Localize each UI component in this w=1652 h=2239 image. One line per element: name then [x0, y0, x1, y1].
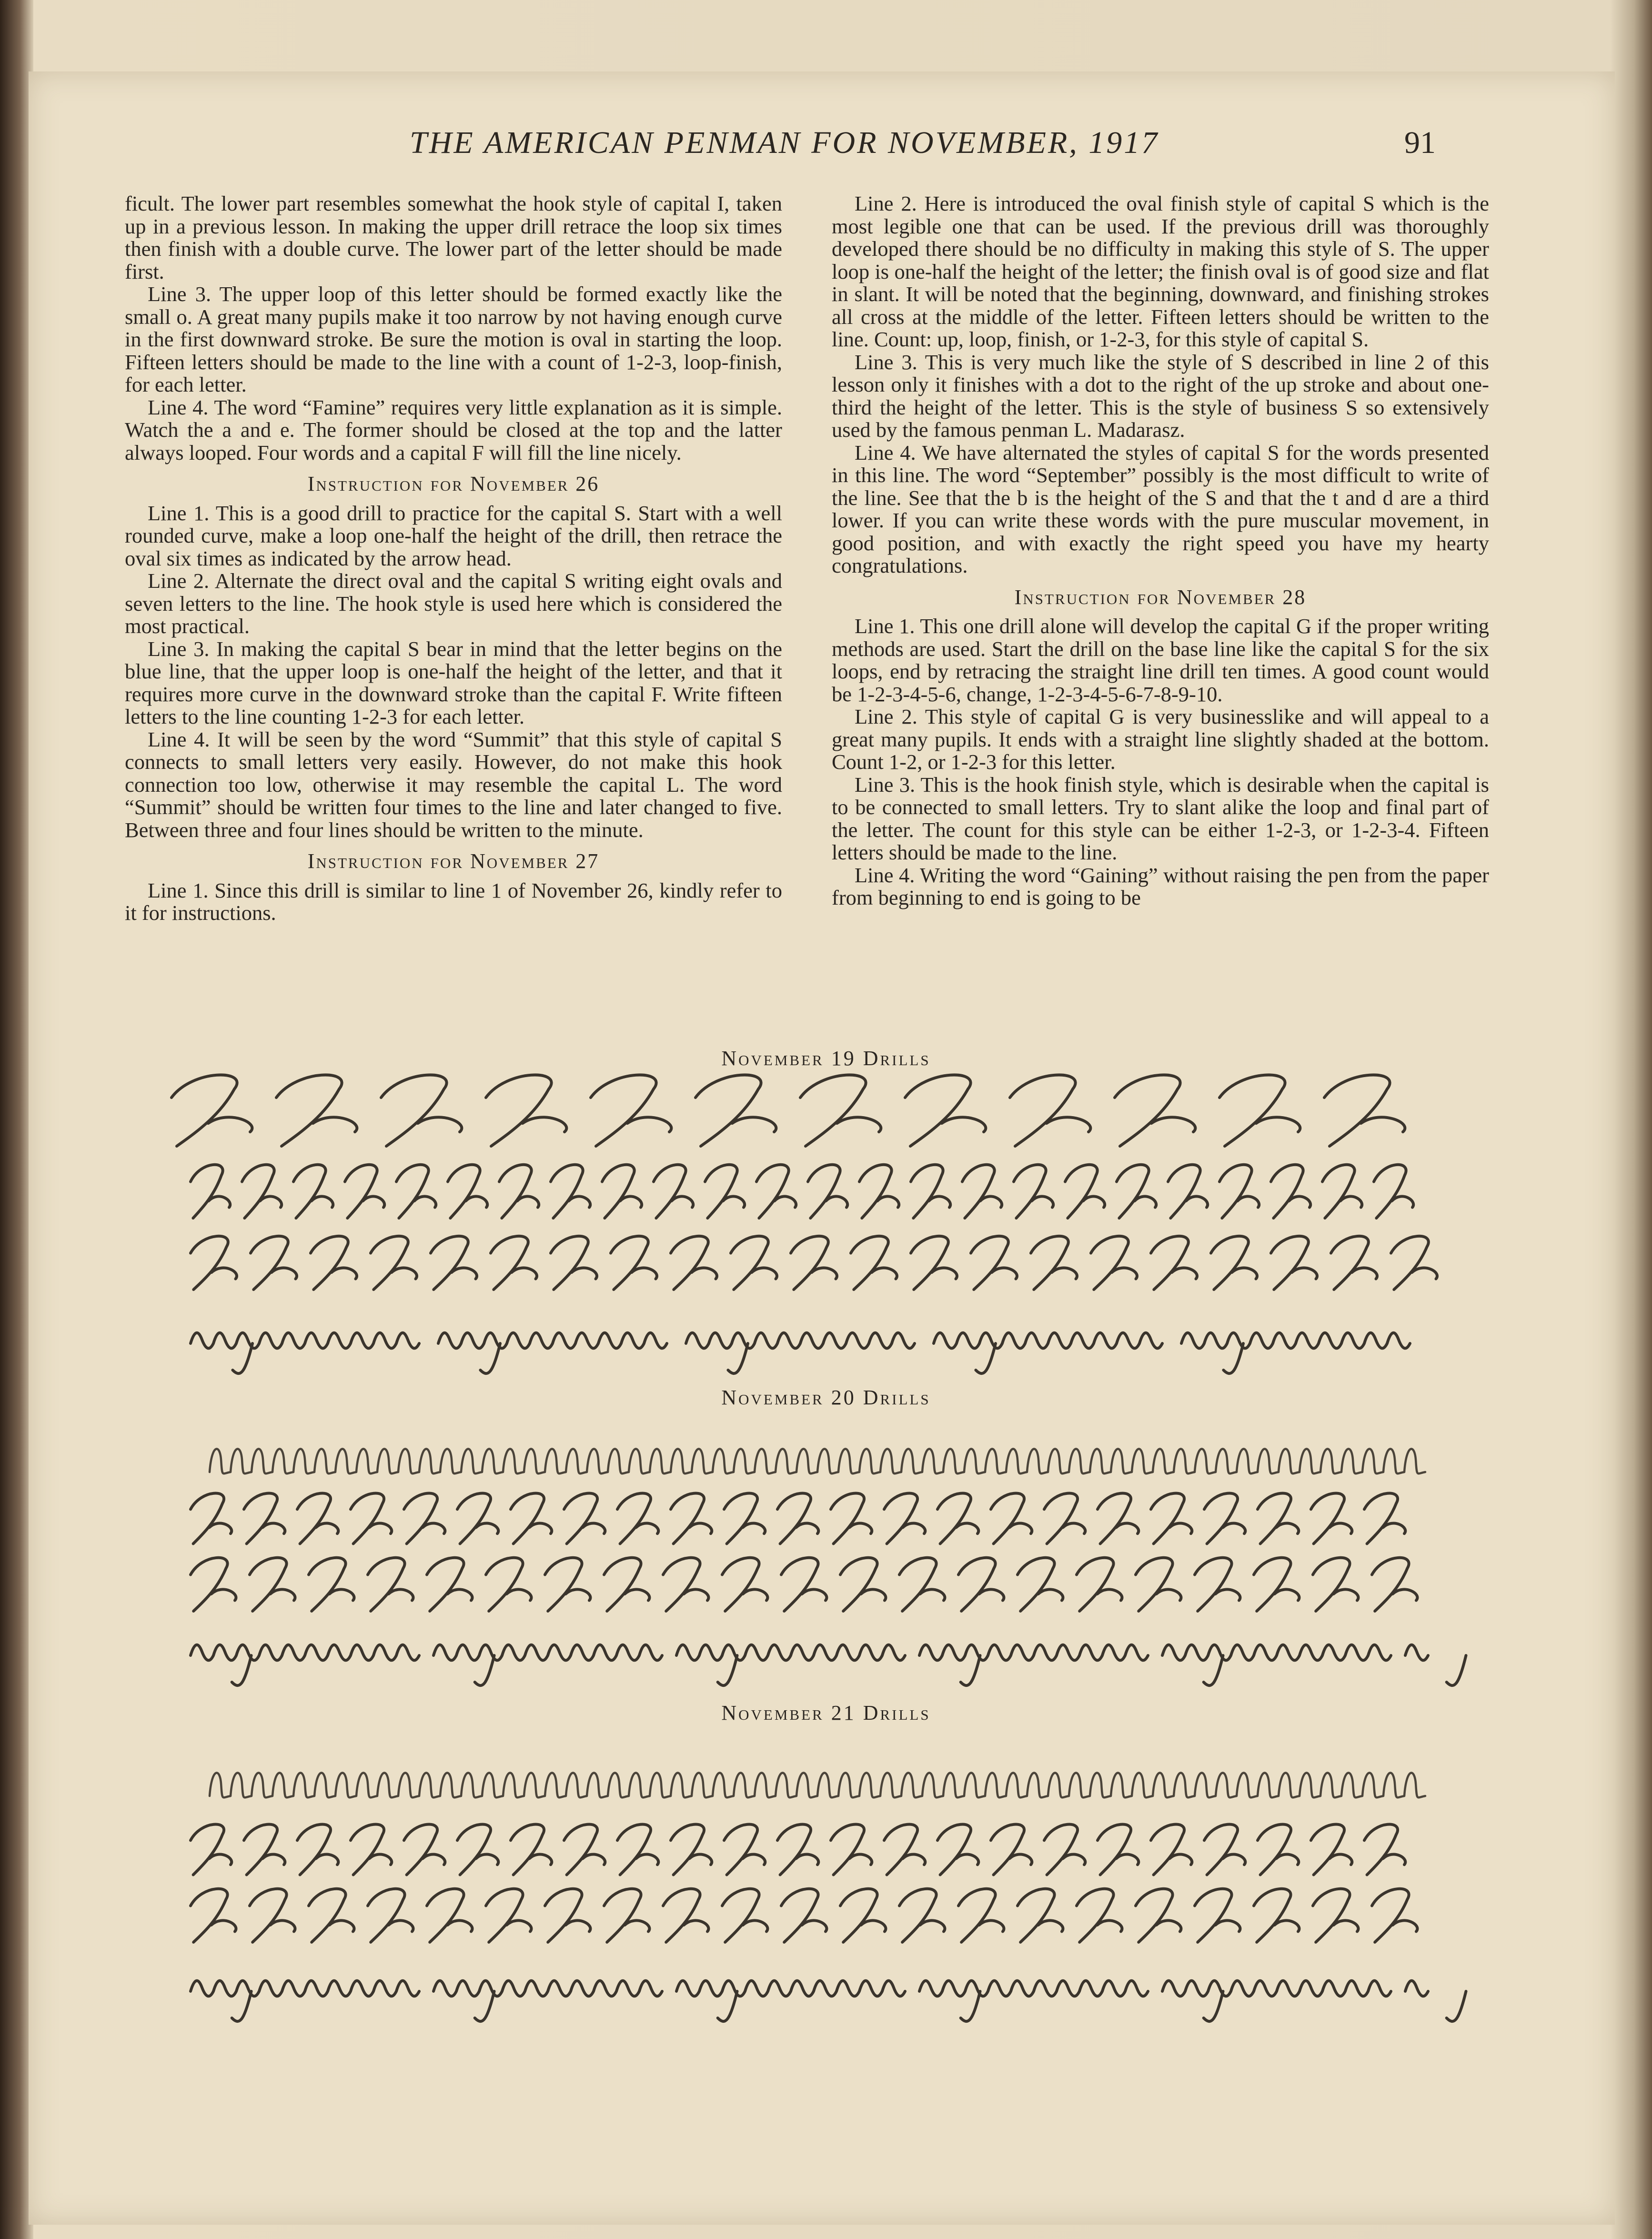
- right-text-column: [832, 192, 1489, 909]
- running-head: [0, 125, 1652, 168]
- paragraph: Line 4. We have alternated the styles of capital S for the words presented in this line. The word “September” possibly is the most difficult to write of the line. See that the b is the height of the S and that the t and d are a third lower. If you can write these words with the pure muscular movement, in good position, and with exactly the right speed you have my hearty congratulations.: [832, 440, 1489, 577]
- paragraph: Line 2. Alternate the direct oval and the capital S writing eight ovals and seven letters to the line. The hook style is used here which is considered the most practical.: [125, 569, 782, 638]
- paragraph: Line 4. The word “Famine” requires very little explanation as it is simple. Watch the a and e. The former should be closed at the top and the latter always looped. Four words and a capital F will fill the line nicely.: [125, 395, 782, 464]
- paragraph: Line 1. Since this drill is similar to line 1 of November 26, kindly refer to it for instructions.: [125, 878, 782, 925]
- section-heading: Instruction for November 27: [307, 849, 600, 873]
- november-20-drills-heading: November 20 Drills: [721, 1386, 931, 1409]
- paragraph: Line 3. The upper loop of this letter should be formed exactly like the small o. A great many pupils make it too narrow by not having enough curve in the first downward stroke. Be sure the motion is oval in starting the loop. Fifteen letters should be made to the line with a count of 1-2-3, loop-finish, for each letter.: [125, 282, 782, 396]
- paragraph: Line 3. In making the capital S bear in mind that the letter begins on the blue line, that the upper loop is one-half the height of the letter, and that it requires more curve in the downward stroke than the capital F. Write fifteen letters to the line counting 1-2-3 for each letter.: [125, 636, 782, 728]
- november-19-drills-heading: November 19 Drills: [721, 1047, 931, 1070]
- page-number: 91: [1404, 125, 1436, 160]
- paragraph: Line 4. Writing the word “Gaining” without raising the pen from the paper from beginning to end is going to be: [832, 863, 1489, 909]
- section-heading: Instruction for November 26: [307, 472, 600, 495]
- paragraph: Line 1. This is a good drill to practice for the capital S. Start with a well rounded curve, make a loop one-half the height of the drill, then retrace the oval six times as indicated by the arrow head.: [125, 501, 782, 570]
- section-heading: Instruction for November 28: [1014, 585, 1307, 609]
- paragraph: Line 1. This one drill alone will develop the capital G if the proper writing methods are used. Start the drill on the base line like the capital S for the six loops, end by retracing the straight line drill ten times. A good count would be 1-2-3-4-5-6, change, 1-2-3-4-5-6-7-8-9-10.: [832, 614, 1489, 706]
- paragraph: ficult. The lower part resembles somewhat the hook style of capital I, taken up in a previous lesson. In making the upper drill retrace the loop six times then finish with a double curve. The lower part of the letter should be made first.: [125, 192, 782, 283]
- paragraph: Line 2. This style of capital G is very businesslike and will appeal to a great many pupils. It ends with a straight line slightly shaded at the bottom. Count 1-2, or 1-2-3 for this letter.: [832, 705, 1489, 774]
- running-head-title: THE AMERICAN PENMAN FOR NOVEMBER, 1917: [410, 125, 1159, 160]
- paragraph: Line 3. This is the hook finish style, which is desirable when the capital is to be connected to small letters. Try to slant alike the loop and final part of the letter. The count for this style can be either 1-2-3, or 1-2-3-4. Fifteen letters should be made to the line.: [832, 772, 1489, 864]
- paragraph: Line 4. It will be seen by the word “Summit” that this style of capital S connects to small letters very easily. However, do not make this hook connection too low, otherwise it may resemble the capital L. The word “Summit” should be written four times to the line and later changed to five. Between three and four lines should be written to the minute.: [125, 727, 782, 842]
- left-text-column: [125, 192, 782, 925]
- paragraph: Line 3. This is very much like the style of S described in line 2 of this lesson only it finishes with a dot to the right of the up stroke and about one-third the height of the letter. This is the style of business S so extensively used by the famous penman L. Madarasz.: [832, 350, 1489, 442]
- november-21-drills-heading: November 21 Drills: [721, 1701, 931, 1725]
- paragraph: Line 2. Here is introduced the oval finish style of capital S which is the most legible one that can be used. If the previous drill was thoroughly developed there should be no difficulty in making this style of S. The upper loop is one-half the height of the letter; the finish oval is of good size and flat in slant. It will be noted that the beginning, downward, and finishing strokes all cross at the middle of the letter. Fifteen letters should be written to the line. Count: up, loop, finish, or 1-2-3, for this style of capital S.: [832, 192, 1489, 351]
